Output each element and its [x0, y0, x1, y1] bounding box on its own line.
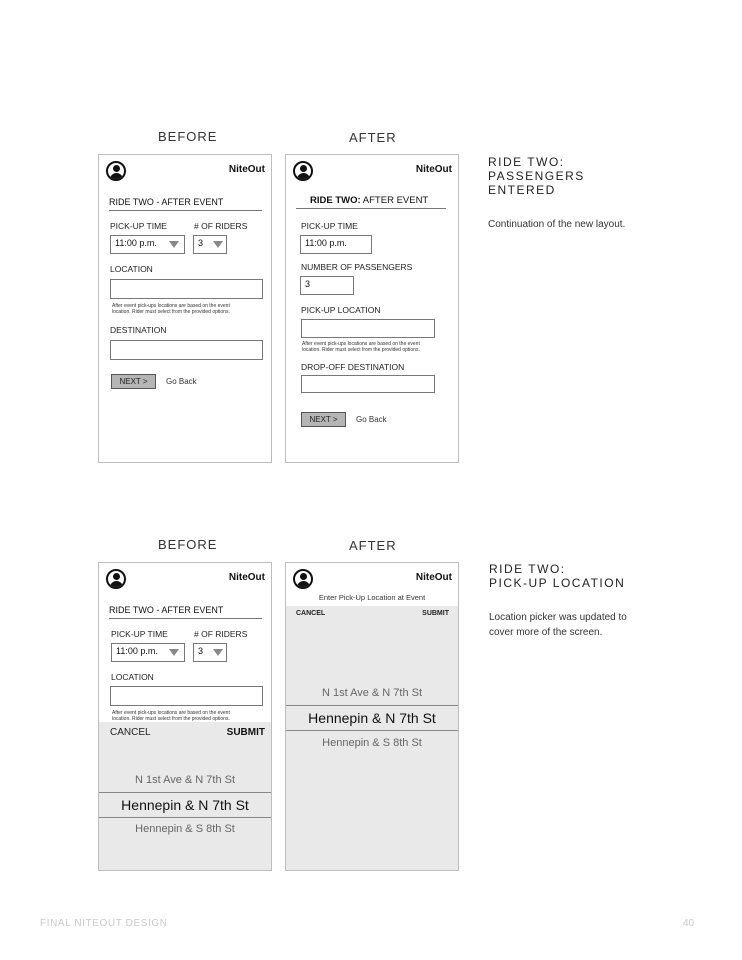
location-label: LOCATION: [111, 672, 154, 682]
phone-after-location: [285, 562, 459, 871]
passengers-field[interactable]: 3: [300, 276, 354, 295]
screen-title: RIDE TWO: AFTER EVENT: [310, 195, 429, 206]
pickup-time-value: 11:00 p.m.: [116, 646, 158, 656]
picker-option[interactable]: Hennepin & S 8th St: [322, 737, 422, 749]
cancel-button[interactable]: CANCEL: [110, 727, 151, 738]
location-picker[interactable]: [286, 606, 458, 870]
go-back-link[interactable]: Go Back: [356, 415, 387, 424]
after-header-1: AFTER: [349, 130, 397, 145]
pickup-time-field[interactable]: 11:00 p.m.: [300, 235, 372, 254]
footer-title: FINAL NITEOUT DESIGN: [40, 918, 168, 929]
profile-icon[interactable]: [106, 569, 126, 589]
dropdown-arrow-icon: [169, 649, 179, 656]
location-input[interactable]: [110, 686, 263, 706]
destination-input[interactable]: [110, 340, 263, 360]
phone-after-passengers: [285, 154, 459, 463]
title-divider: [296, 208, 446, 209]
picker-option[interactable]: N 1st Ave & N 7th St: [321, 687, 423, 699]
pickup-location-input[interactable]: [301, 319, 435, 338]
go-back-link[interactable]: Go Back: [166, 377, 197, 386]
riders-label: # OF RIDERS: [194, 221, 248, 231]
title-divider: [109, 618, 262, 619]
picker-option[interactable]: Hennepin & S 8th St: [135, 823, 235, 835]
picker-prompt: Enter Pick-Up Location at Event: [318, 593, 426, 602]
location-note: After event pick-ups locations are based on the event location. Rider must select from the provided options.: [112, 710, 230, 722]
dropoff-label: DROP-OFF DESTINATION: [301, 362, 405, 372]
page-number: 40: [683, 918, 695, 929]
screen-title: RIDE TWO - AFTER EVENT: [109, 197, 224, 207]
location-input[interactable]: [110, 279, 263, 299]
pickup-time-value: 11:00 p.m.: [115, 238, 157, 248]
title-divider: [109, 210, 262, 211]
dropdown-arrow-icon: [213, 241, 223, 248]
location-note: After event pick-ups locations are based on the event location. Rider must select from the provided options.: [302, 341, 420, 353]
brand-logo: NiteOut: [228, 572, 265, 583]
submit-button[interactable]: SUBMIT: [226, 727, 265, 738]
profile-icon[interactable]: [106, 161, 126, 181]
next-button[interactable]: NEXT >: [301, 412, 346, 427]
after-header-2: AFTER: [349, 538, 397, 553]
riders-label: # OF RIDERS: [194, 629, 248, 639]
phone-before-location: [98, 562, 272, 871]
cancel-button[interactable]: CANCEL: [296, 610, 326, 617]
pickup-time-label: PICK-UP TIME: [110, 221, 167, 231]
next-button[interactable]: NEXT >: [111, 374, 156, 389]
brand-logo: NiteOut: [415, 572, 452, 583]
picker-selected-option[interactable]: Hennepin & N 7th St: [286, 705, 458, 731]
profile-icon[interactable]: [293, 161, 313, 181]
picker-option[interactable]: N 1st Ave & N 7th St: [134, 774, 236, 786]
phone-before-passengers: [98, 154, 272, 463]
side-title-2: RIDE TWO: PICK-UP LOCATION: [489, 562, 626, 590]
pickup-location-label: PICK-UP LOCATION: [301, 305, 381, 315]
location-note: After event pick-ups locations are based on the event location. Rider must select from the provided options.: [112, 303, 230, 315]
brand-logo: NiteOut: [415, 164, 452, 175]
riders-value: 3: [198, 238, 204, 248]
before-header-2: BEFORE: [158, 537, 218, 552]
brand-logo: NiteOut: [228, 164, 265, 175]
destination-label: DESTINATION: [110, 325, 167, 335]
before-header-1: BEFORE: [158, 129, 218, 144]
pickup-time-select[interactable]: [111, 643, 185, 662]
pickup-time-label: PICK-UP TIME: [301, 221, 358, 231]
pickup-time-select[interactable]: [110, 235, 185, 254]
dropoff-input[interactable]: [301, 375, 435, 393]
location-picker[interactable]: [99, 722, 271, 870]
picker-selected-option[interactable]: Hennepin & N 7th St: [99, 792, 271, 818]
location-label: LOCATION: [110, 264, 153, 274]
side-title-1: RIDE TWO: PASSENGERS ENTERED: [488, 155, 585, 197]
side-description-2: Location picker was updated to cover more of the screen.: [489, 612, 627, 638]
submit-button[interactable]: SUBMIT: [422, 610, 449, 617]
screen-title: RIDE TWO - AFTER EVENT: [109, 605, 224, 615]
passengers-label: NUMBER OF PASSENGERS: [301, 262, 413, 272]
side-description-1: Continuation of the new layout.: [488, 219, 626, 230]
dropdown-arrow-icon: [169, 241, 179, 248]
riders-value: 3: [198, 646, 204, 656]
profile-icon[interactable]: [293, 569, 313, 589]
riders-select[interactable]: [193, 643, 227, 662]
riders-select[interactable]: [193, 235, 227, 254]
pickup-time-label: PICK-UP TIME: [111, 629, 168, 639]
dropdown-arrow-icon: [213, 649, 223, 656]
